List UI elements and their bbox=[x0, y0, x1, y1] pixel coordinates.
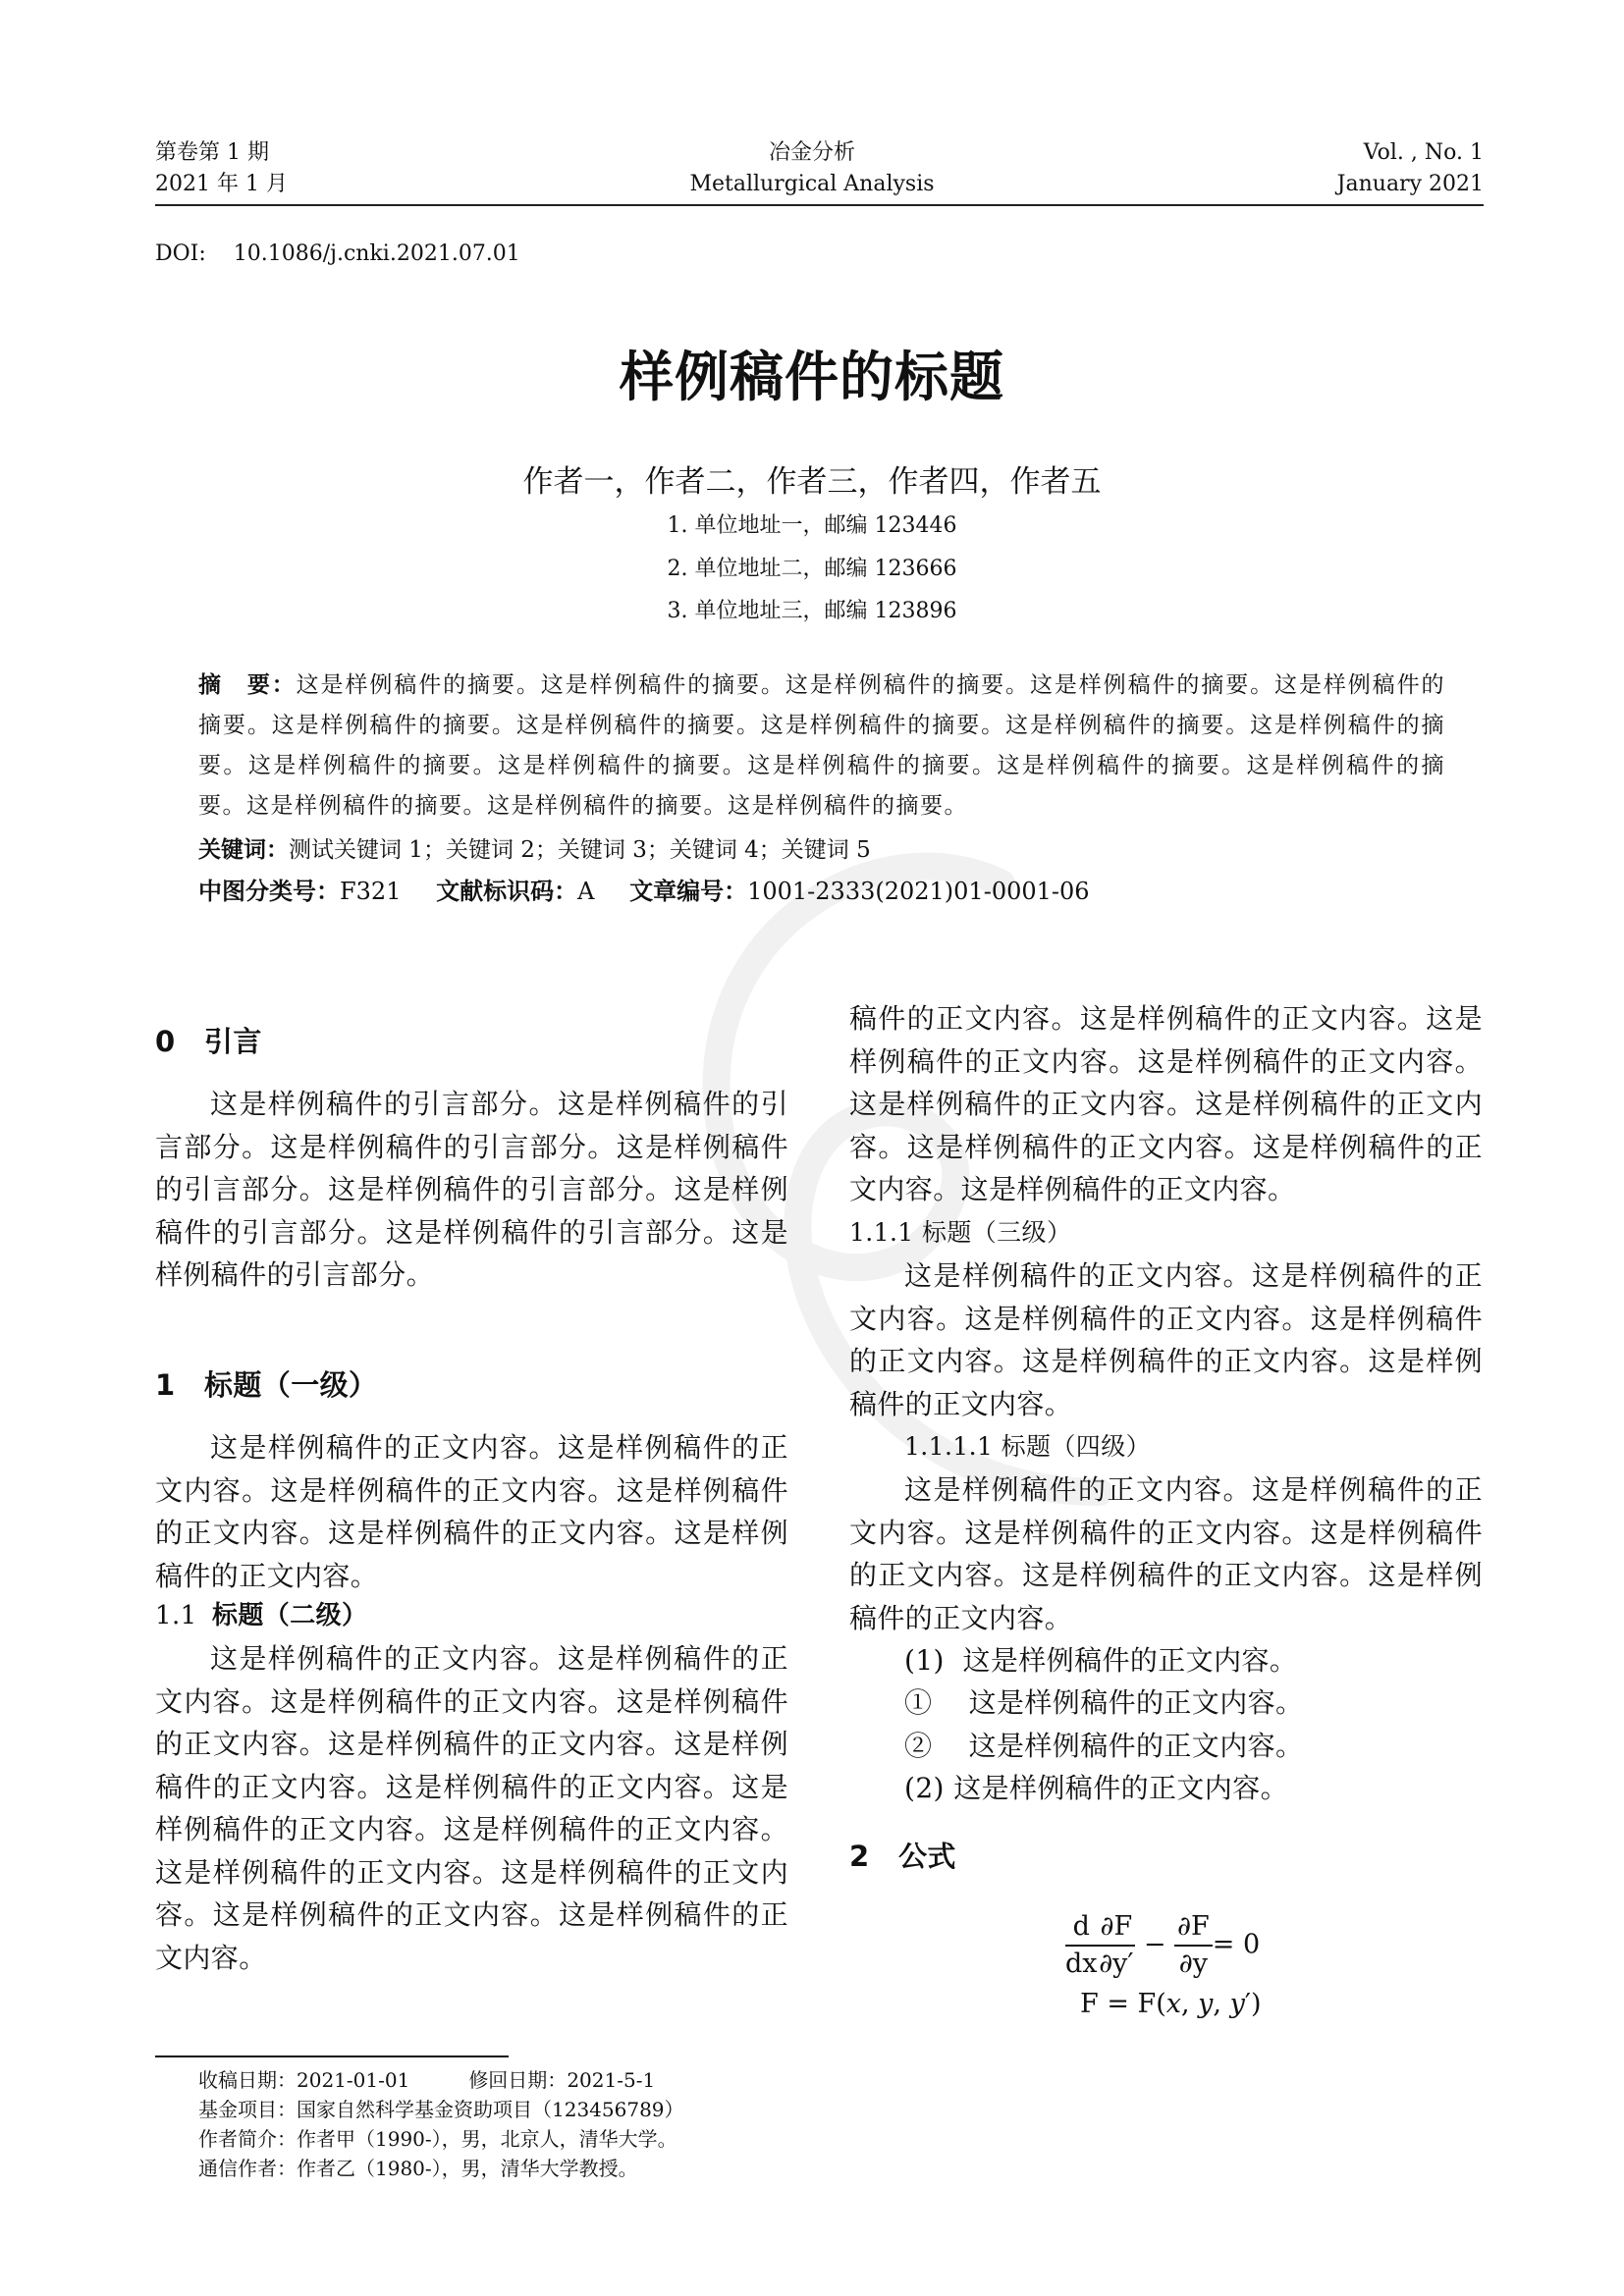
funding-value: 国家自然科学基金资助项目（123456789） bbox=[297, 2098, 684, 2121]
keywords bbox=[198, 830, 871, 870]
section-0-heading bbox=[155, 1021, 788, 1064]
section-1-heading bbox=[155, 1364, 788, 1408]
journal-date-cn: 2021 年 1 月 bbox=[155, 172, 288, 196]
journal-volume-issue: 第卷第 1 期 bbox=[155, 140, 269, 165]
list-item bbox=[904, 1767, 1483, 1810]
affiliation-1: 1. 单位地址一，邮编 123446 bbox=[667, 513, 957, 538]
abstract-label: 摘 要： bbox=[198, 672, 297, 698]
list-item bbox=[904, 1682, 1483, 1725]
list-text: 这是样例稿件的正文内容。 bbox=[953, 1772, 1288, 1804]
section-1-1-1-heading: 1.1.1 标题（三级） bbox=[849, 1218, 1072, 1247]
doi-label: DOI: bbox=[155, 241, 206, 266]
fraction-d-dx: $\frac{d}{dx}$ bbox=[1065, 1911, 1098, 1979]
section-number: 0 bbox=[155, 1025, 176, 1058]
section-1-1-paragraph: 这是样例稿件的正文内容。这是样例稿件的正文内容。这是样例稿件的正文内容。这是样例稿件的正文内容。这是样例稿件的正文内容。这是样例稿件的正文内容。这是样例稿件的正文内容。这是样例稿件的正文内容。这是样例稿件的正文内容。这是样例稿件的正文内容。这是样例稿件的正文内容。这是样例稿件的正文内容。这是样例稿件的正文内容。 bbox=[155, 1642, 788, 1974]
clc-value: F321 bbox=[340, 878, 402, 905]
section-title: 标题（一级） bbox=[204, 1368, 378, 1402]
continued-paragraph: 稿件的正文内容。这是样例稿件的正文内容。这是样例稿件的正文内容。这是样例稿件的正文内容。这是样例稿件的正文内容。这是样例稿件的正文内容。这是样例稿件的正文内容。这是样例稿件的正文内容。这是样例稿件的正文内容。 bbox=[849, 1002, 1483, 1205]
corresponding-label: 通信作者： bbox=[198, 2157, 297, 2180]
bio-value: 作者甲（1990-），男，北京人，清华大学。 bbox=[297, 2127, 677, 2151]
footnote-funding bbox=[198, 2095, 684, 2124]
bio-label: 作者简介： bbox=[198, 2127, 297, 2151]
doc-code-value: A bbox=[577, 878, 595, 905]
clc-label: 中图分类号： bbox=[198, 878, 340, 905]
list-marker: (1) bbox=[904, 1644, 945, 1677]
section-1-1-1-1-heading: 1.1.1.1 标题（四级） bbox=[904, 1432, 1152, 1461]
section-title: 公式 bbox=[898, 1840, 956, 1873]
affiliation-2: 2. 单位地址二，邮编 123666 bbox=[667, 557, 957, 581]
doc-code-label: 文献标识码： bbox=[436, 878, 578, 905]
section-title: 引言 bbox=[204, 1025, 262, 1058]
function-definition-equation: F = F(𝑥, 𝑦, 𝑦′) bbox=[1080, 1989, 1262, 2019]
journal-issue-info-en bbox=[1337, 137, 1484, 200]
fraction-dF-dy-prime: $\frac{\partial F}{\partial y'}$ bbox=[1099, 1911, 1134, 1979]
footnote-dates bbox=[198, 2065, 655, 2095]
list-text: 这是样例稿件的正文内容。 bbox=[968, 1686, 1304, 1719]
journal-issue-info bbox=[155, 137, 288, 200]
journal-name bbox=[616, 137, 1008, 200]
received-date: 2021-01-01 bbox=[297, 2068, 410, 2092]
corresponding-value: 作者乙（1980-），男，清华大学教授。 bbox=[297, 2157, 638, 2180]
subsection-title: 标题（二级） bbox=[212, 1601, 368, 1630]
author-list: 作者一，作者二，作者三，作者四，作者五 bbox=[522, 464, 1102, 500]
revised-label: 修回日期： bbox=[468, 2068, 568, 2092]
intro-paragraph: 这是样例稿件的引言部分。这是样例稿件的引言部分。这是样例稿件的引言部分。这是样例稿件的引言部分。这是样例稿件的引言部分。这是样例稿件的引言部分。这是样例稿件的引言部分。这是样例稿件的引言部分。 bbox=[155, 1088, 788, 1291]
footnote-rule bbox=[155, 2056, 509, 2057]
section-number: 2 bbox=[849, 1840, 870, 1873]
abstract-text: 这是样例稿件的摘要。这是样例稿件的摘要。这是样例稿件的摘要。这是样例稿件的摘要。这是样例稿件的摘要。这是样例稿件的摘要。这是样例稿件的摘要。这是样例稿件的摘要。这是样例稿件的摘要。这是样例稿件的摘要。这是样例稿件的摘要。这是样例稿件的摘要。这是样例稿件的摘要。这是样例稿件的摘要。这是样例稿件的摘要。这是样例稿件的摘要。这是样例稿件的摘要。这是样例稿件的摘要。 bbox=[198, 672, 1446, 819]
section-2-heading bbox=[849, 1836, 1483, 1879]
footnote-author-bio bbox=[198, 2124, 677, 2154]
doi-line bbox=[155, 241, 520, 266]
section-1-1-1-1-paragraph: 这是样例稿件的正文内容。这是样例稿件的正文内容。这是样例稿件的正文内容。这是样例稿件的正文内容。这是样例稿件的正文内容。这是样例稿件的正文内容。 bbox=[849, 1473, 1483, 1634]
list-text: 这是样例稿件的正文内容。 bbox=[962, 1644, 1298, 1677]
section-number: 1 bbox=[155, 1368, 176, 1402]
subsection-number: 1.1 bbox=[155, 1601, 197, 1630]
journal-vol-no: Vol. , No. 1 bbox=[1363, 140, 1484, 165]
equation-rhs: = 0 bbox=[1212, 1929, 1261, 1960]
header-rule bbox=[155, 204, 1484, 206]
funding-label: 基金项目： bbox=[198, 2098, 297, 2121]
list-text: 这是样例稿件的正文内容。 bbox=[968, 1730, 1304, 1762]
section-1-1-heading bbox=[155, 1595, 788, 1638]
abstract bbox=[198, 666, 1445, 827]
list-marker: (2) bbox=[904, 1772, 945, 1804]
journal-date-en: January 2021 bbox=[1336, 172, 1484, 196]
fraction-dF-dy: $\frac{\partial F}{\partial y}$ bbox=[1174, 1909, 1213, 1982]
article-no-label: 文章编号： bbox=[629, 878, 748, 905]
list-marker: ② bbox=[904, 1730, 933, 1762]
keywords-text: 测试关键词 1；关键词 2；关键词 3；关键词 4；关键词 5 bbox=[289, 837, 871, 863]
list-marker: ① bbox=[904, 1686, 933, 1719]
list-item bbox=[904, 1639, 1483, 1682]
list-item bbox=[904, 1725, 1483, 1768]
paper-title: 样例稿件的标题 bbox=[619, 346, 1004, 408]
doi-value: 10.1086/j.cnki.2021.07.01 bbox=[233, 241, 520, 266]
section-1-paragraph: 这是样例稿件的正文内容。这是样例稿件的正文内容。这是样例稿件的正文内容。这是样例稿件的正文内容。这是样例稿件的正文内容。这是样例稿件的正文内容。 bbox=[155, 1431, 788, 1592]
footnote-corresponding bbox=[198, 2154, 638, 2183]
classification-line bbox=[198, 872, 1090, 911]
section-1-1-1-paragraph: 这是样例稿件的正文内容。这是样例稿件的正文内容。这是样例稿件的正文内容。这是样例稿件的正文内容。这是样例稿件的正文内容。这是样例稿件的正文内容。 bbox=[849, 1259, 1483, 1420]
keywords-label: 关键词： bbox=[198, 837, 289, 863]
journal-name-en: Metallurgical Analysis bbox=[689, 172, 935, 196]
minus-sign: − bbox=[1143, 1929, 1166, 1960]
revised-date: 2021-5-1 bbox=[567, 2068, 656, 2092]
affiliation-3: 3. 单位地址三，邮编 123896 bbox=[667, 599, 957, 623]
received-label: 收稿日期： bbox=[198, 2068, 297, 2092]
journal-name-cn: 冶金分析 bbox=[768, 140, 855, 165]
article-no-value: 1001-2333(2021)01-0001-06 bbox=[747, 878, 1090, 905]
euler-lagrange-equation bbox=[1065, 1909, 1260, 1982]
